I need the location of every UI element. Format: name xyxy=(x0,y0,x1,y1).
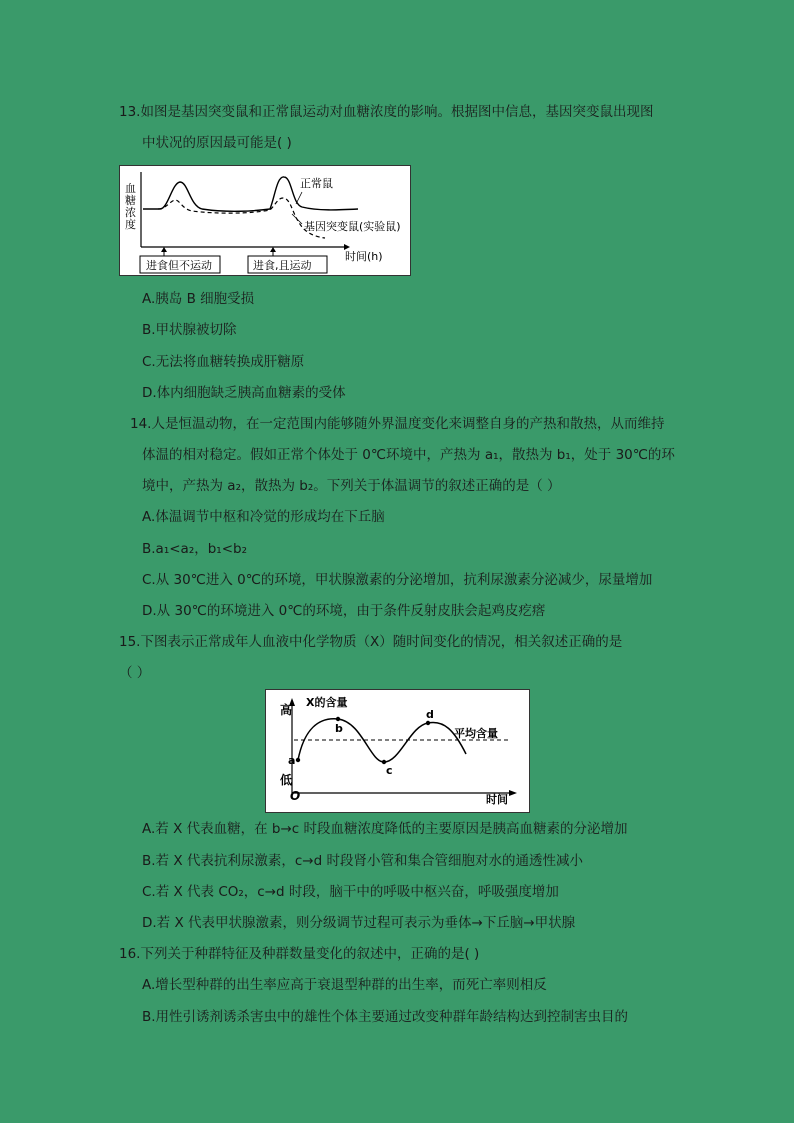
q13-label-normal: 正常鼠 xyxy=(300,177,333,190)
q15-label-d: d xyxy=(426,708,434,721)
q15-xlabel: 时间 xyxy=(486,793,508,806)
q13-arrowhead-2 xyxy=(270,247,276,252)
q15-option-d: D.若 X 代表甲状腺激素，则分级调节过程可表示为垂体→下丘脑→甲状腺 xyxy=(142,915,576,931)
q13-label-mutant: 基因突变鼠(实验鼠) xyxy=(304,220,401,233)
q13-figure xyxy=(119,165,411,276)
q13-stem-line2: 中状况的原因最可能是( ) xyxy=(142,135,292,151)
q15-low-label: 低 xyxy=(280,773,293,787)
q14-stem-line2: 体温的相对稳定。假如正常个体处于 0℃环境中，产热为 a₁，散热为 b₁，处于 30℃的环 xyxy=(142,447,675,463)
q14-option-c: C.从 30℃进入 0℃的环境，甲状腺激素的分泌增加，抗利尿激素分泌减少，尿量增加 xyxy=(142,572,653,588)
q15-option-a: A.若 X 代表血糖，在 b→c 时段血糖浓度降低的主要原因是胰高血糖素的分泌增加 xyxy=(142,821,628,837)
q13-box-2-label: 进食,且运动 xyxy=(253,259,312,272)
q13-ylabel-4: 度 xyxy=(125,218,136,231)
q16-stem: 16.下列关于种群特征及种群数量变化的叙述中，正确的是( ) xyxy=(119,946,480,962)
q15-stem-line2: （ ） xyxy=(119,665,151,681)
q15-title: X的含量 xyxy=(306,696,348,709)
q13-ylabel-1: 血 xyxy=(125,182,136,195)
q13-box-1-label: 进食但不运动 xyxy=(146,259,212,272)
q13-leader-normal xyxy=(296,192,302,204)
q14-option-d: D.从 30℃的环境进入 0℃的环境，由于条件反射皮肤会起鸡皮疙瘩 xyxy=(142,603,546,619)
q13-xlabel: 时间(h) xyxy=(345,250,383,263)
q15-high-label: 高 xyxy=(280,703,293,717)
q14-option-a: A.体温调节中枢和冷觉的形成均在下丘脑 xyxy=(142,509,385,525)
q13-option-d: D.体内细胞缺乏胰高血糖素的受体 xyxy=(142,385,346,401)
q15-point-d xyxy=(426,721,430,725)
q15-label-b: b xyxy=(335,722,343,735)
q15-option-b: B.若 X 代表抗利尿激素，c→d 时段肾小管和集合管细胞对水的通透性减小 xyxy=(142,853,583,869)
q13-option-a: A.胰岛 B 细胞受损 xyxy=(142,291,255,307)
q15-figure xyxy=(265,689,530,813)
q16-option-b: B.用性引诱剂诱杀害虫中的雄性个体主要通过改变种群年龄结构达到控制害虫目的 xyxy=(142,1009,629,1025)
q13-arrowhead-1 xyxy=(161,247,167,252)
q13-stem-line1: 13.如图是基因突变鼠和正常鼠运动对血糖浓度的影响。根据图中信息，基因突变鼠出现图 xyxy=(119,104,654,120)
q15-option-c: C.若 X 代表 CO₂，c→d 时段，脑干中的呼吸中枢兴奋，呼吸强度增加 xyxy=(142,884,559,900)
q15-label-c: c xyxy=(386,764,393,777)
q15-point-b xyxy=(336,717,340,721)
q16-option-a: A.增长型种群的出生率应高于衰退型种群的出生率，而死亡率则相反 xyxy=(142,977,547,993)
q15-origin: O xyxy=(290,789,301,803)
q15-x-arrow xyxy=(509,790,517,796)
q15-avg-label: 平均含量 xyxy=(454,727,498,740)
q14-option-b: B.a₁<a₂，b₁<b₂ xyxy=(142,541,248,557)
q13-option-c: C.无法将血糖转换成肝糖原 xyxy=(142,354,305,370)
q13-ylabel-2: 糖 xyxy=(125,194,136,207)
q15-label-a: a xyxy=(288,754,296,767)
q13-mutant-curve xyxy=(158,198,325,238)
q14-stem-line3: 境中，产热为 a₂，散热为 b₂。下列关于体温调节的叙述正确的是（ ） xyxy=(142,478,561,494)
q15-point-a xyxy=(296,758,300,762)
q13-ylabel-3: 浓 xyxy=(125,206,136,219)
q13-leader-mutant xyxy=(292,214,302,224)
q14-stem-line1: 14.人是恒温动物，在一定范围内能够随外界温度变化来调整自身的产热和散热，从而维持 xyxy=(130,416,665,432)
q13-option-b: B.甲状腺被切除 xyxy=(142,322,237,338)
q15-stem-line1: 15.下图表示正常成年人血液中化学物质（X）随时间变化的情况，相关叙述正确的是 xyxy=(119,634,623,650)
